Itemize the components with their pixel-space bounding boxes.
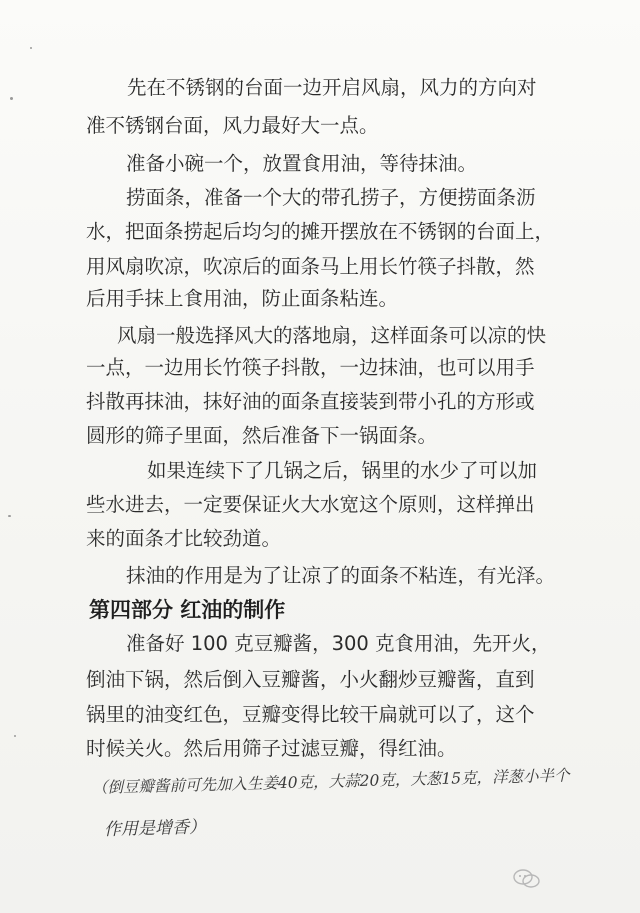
text-line: 锅里的油变红色，豆瓣变得比较干扁就可以了，这个 [86,703,535,726]
text-line: 捞面条，准备一个大的带孔捞子，方便捞面条沥 [126,186,536,209]
text-line: 圆形的筛子里面，然后准备下一锅面条。 [86,424,438,447]
scan-speck [14,735,16,737]
scan-speck [8,515,11,517]
section-heading: 第四部分 红油的制作 [89,598,286,622]
text-line: 水，把面条捞起后均匀的摊开摆放在不锈钢的台面上， [86,220,555,243]
text-line: 些水进去，一定要保证火大水宽这个原则，这样掸出 [86,493,535,516]
wechat-watermark-icon [512,868,542,890]
handwritten-note-line: 作用是增香） [103,817,207,840]
text-line: 准备小碗一个，放置食用油，等待抹油。 [126,152,478,175]
text-line: 来的面条才比较劲道。 [86,527,282,550]
text-line: 准不锈钢台面，风力最好大一点。 [86,114,379,137]
text-line: 抖散再抹油，抹好油的面条直接装到带小孔的方形或 [86,390,535,413]
scan-speck [30,47,32,49]
text-line: 时候关火。然后用筛子过滤豆瓣，得红油。 [86,737,457,760]
text-line: 用风扇吹凉，吹凉后的面条马上用长竹筷子抖散，然 [86,255,535,278]
text-line: 风扇一般选择风大的落地扇，这样面条可以凉的快 [117,324,547,347]
text-line: 如果连续下了几锅之后，锅里的水少了可以加 [147,459,538,482]
handwritten-note-line: （倒豆瓣酱前可先加入生姜40克，大蒜20克，大葱15克，洋葱小半个 [91,766,570,797]
text-line: 准备好 100 克豆瓣酱，300 克食用油，先开火， [126,632,551,655]
text-line: 抹油的作用是为了让凉了的面条不粘连，有光泽。 [126,564,556,587]
text-line: 先在不锈钢的台面一边开启风扇，风力的方向对 [127,76,537,99]
text-line: 后用手抹上食用油，防止面条粘连。 [86,287,399,310]
text-line: 一点，一边用长竹筷子抖散，一边抹油，也可以用手 [86,356,535,379]
text-line: 倒油下锅，然后倒入豆瓣酱，小火翻炒豆瓣酱，直到 [86,668,535,691]
scan-speck [10,97,13,100]
